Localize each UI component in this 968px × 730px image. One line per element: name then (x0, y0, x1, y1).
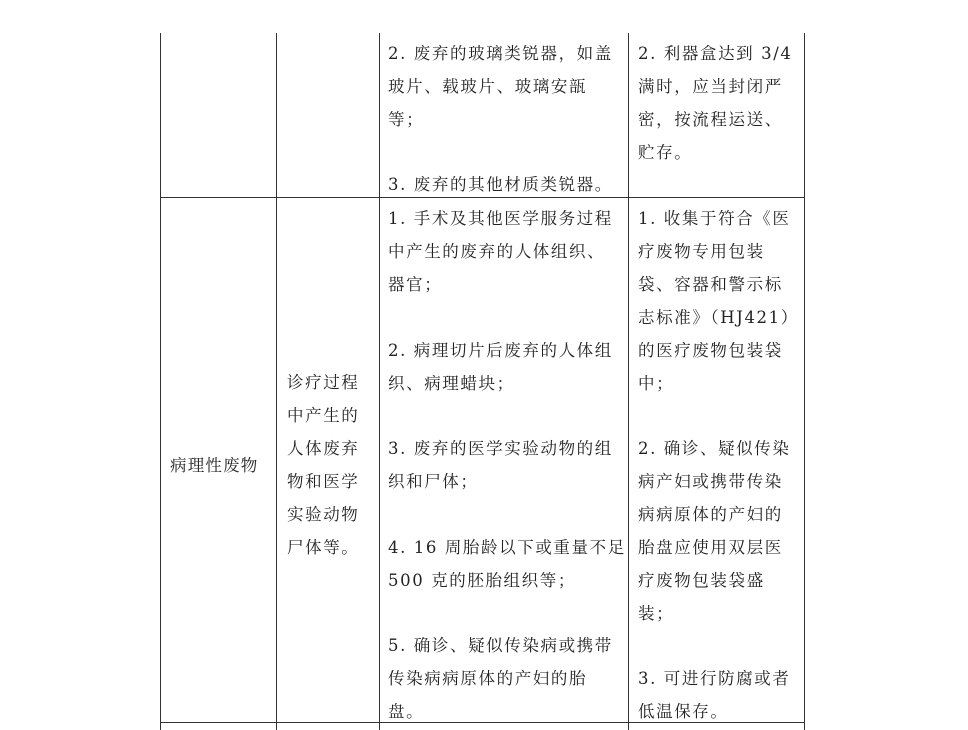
characteristic-line: 人体废弃 (287, 439, 360, 458)
requirement-line: 2. 确诊、疑似传染 (638, 439, 791, 458)
content-line: 500 克的胚胎组织等； (388, 571, 576, 590)
characteristic-line: 尸体等。 (287, 538, 360, 557)
table-border-col2 (379, 33, 380, 730)
content-line: 2. 病理切片后废弃的人体组 (388, 341, 613, 360)
requirement-line: 贮存。 (638, 143, 693, 162)
requirement-line: 满时，应当封闭严 (638, 77, 783, 96)
requirement-line: 袋、容器和警示标 (638, 275, 783, 294)
requirement-line: 病产妇或携带传染 (638, 472, 783, 491)
content-line: 1. 手术及其他医学服务过程 (388, 209, 613, 228)
requirement-line: 的医疗废物包装袋 (638, 341, 783, 360)
content-line: 3. 废弃的医学实验动物的组 (388, 439, 613, 458)
content-line: 3. 废弃的其他材质类锐器。 (388, 175, 613, 194)
content-line: 5. 确诊、疑似传染病或携带 (388, 636, 613, 655)
requirement-line: 中； (638, 374, 675, 393)
characteristic-line: 诊疗过程 (287, 373, 360, 392)
content-line: 中产生的废弃的人体组织、 (388, 242, 606, 261)
requirement-line: 病病原体的产妇的 (638, 505, 783, 524)
requirement-line: 疗废物包装袋盛 (638, 571, 765, 590)
requirement-line: 1. 收集于符合《医 (638, 209, 791, 228)
requirement-line: 密，按流程运送、 (638, 110, 783, 129)
requirement-line: 胎盘应使用双层医 (638, 538, 783, 557)
content-line: 器官； (388, 275, 443, 294)
category-label: 病理性废物 (170, 456, 259, 475)
table-border-left (160, 33, 161, 730)
content-line: 织和尸体； (388, 472, 479, 491)
requirement-line: 低温保存。 (638, 702, 729, 721)
content-line: 传染病病原体的产妇的胎 (388, 669, 588, 688)
content-line: 盘。 (388, 702, 425, 721)
requirement-line: 2. 利器盒达到 3/4 (638, 44, 793, 63)
row-divider (160, 197, 805, 198)
table-border-col3 (628, 33, 629, 730)
content-line: 等； (388, 110, 425, 129)
characteristic-line: 物和医学 (287, 472, 360, 491)
content-line: 2. 废弃的玻璃类锐器，如盖 (388, 44, 613, 63)
content-line: 4. 16 周胎龄以下或重量不足 (388, 538, 626, 557)
requirement-line: 志标准》（HJ421） (638, 308, 799, 327)
requirement-line: 装； (638, 604, 675, 623)
table-border-right (804, 33, 805, 730)
row-divider-bottom (160, 722, 805, 723)
requirement-line: 3. 可进行防腐或者 (638, 669, 791, 688)
content-line: 玻片、载玻片、玻璃安瓿 (388, 77, 588, 96)
content-line: 织、病理蜡块； (388, 374, 515, 393)
characteristic-line: 实验动物 (287, 505, 360, 524)
table-border-col1 (276, 33, 277, 730)
requirement-line: 疗废物专用包装 (638, 242, 765, 261)
characteristic-line: 中产生的 (287, 406, 360, 425)
